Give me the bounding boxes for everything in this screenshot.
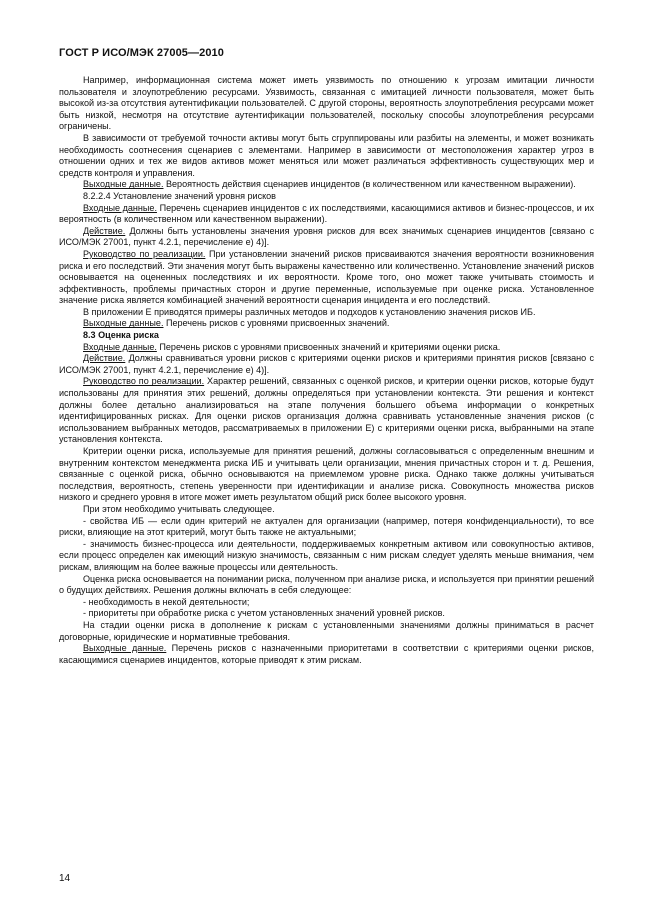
input-label: Входные данные. [83, 341, 157, 352]
paragraph: Руководство по реализации. При установлении значений рисков присваиваются значения вероятности возникновения риска и его последствий. Эти значения могут быть выражены качественно или количественно. Установление значений рисков основывается на оцененных последствиях и их вероятности. Кроме того, оно может также учитывать стоимость и эффективность, проблемы причастных сторон и другие переменные, используемые при оценке риска. Установленное значение риска является комбинацией значений вероятности сценария инцидента и его последствий. [59, 248, 594, 306]
list-item: - приоритеты при обработке риска с учетом установленных значений уровней рисков. [83, 608, 445, 619]
paragraph: Действие. Должны быть установлены значения уровня рисков для всех значимых сценариев инцидентов [связано с ИСО/МЭК 27001, пункт 4.2.1, перечисление е) 4)]. [59, 225, 594, 248]
paragraph: На стадии оценки риска в дополнение к рискам с установленными значениями должны приниматься в расчет договорные, юридические и нормативные требования. [59, 619, 594, 642]
paragraph: Выходные данные. Перечень рисков с уровнями присвоенных значений. [83, 318, 390, 329]
paragraph: Действие. Должны сравниваться уровни рисков с критериями оценки рисков и критериями принятия рисков [связано с ИСО/МЭК 27001, пункт 4.2.1, перечисление е) 4)]. [59, 353, 594, 375]
paragraph: В зависимости от требуемой точности активы могут быть сгруппированы или разбиты на элементы, и может возникать необходимость соотнесения сценариев с элементами. Например в зависимости от местоположения характер угроз в отношении одних и тех же видов активов может меняться или может различаться эффективность существующих мер и средств контроля и управления. [59, 132, 594, 178]
paragraph: Входные данные. Перечень рисков с уровнями присвоенных значений и критериями оценки риска. [83, 341, 501, 352]
paragraph: Например, информационная система может иметь уязвимость по отношению к угрозам имитации личности пользователя и злоупотреблению ресурсами. Уязвимость, связанная с имитацией личности пользователя, может быть высокой из-за отсутствия аутентификации пользователей. С другой стороны, вероятность злоупотребления ресурсами может быть низкой, несмотря на отсутствие аутентификации пользователей, поскольку способы злоупотребления ресурсами ограничены. [59, 75, 594, 132]
guidance-label: Руководство по реализации. [83, 248, 206, 259]
paragraph: Входные данные. Перечень сценариев инцидентов с их последствиями, касающимися активов и бизнес-процессов, и их вероятность (в количественном или качественном выражении). [59, 202, 595, 225]
list-item: - необходимость в некой деятельности; [83, 596, 250, 607]
paragraph: В приложении Е приводятся примеры различных методов и подходов к установлению значения рисков ИБ. [83, 306, 536, 317]
paragraph: Оценка риска основывается на понимании риска, полученном при анализе риска, и используется при принятии решений о будущих действиях. Решения должны включать в себя следующее: [59, 573, 594, 596]
document-header: ГОСТ Р ИСО/МЭК 27005—2010 [59, 47, 224, 59]
paragraph: Выходные данные. Перечень рисков с назначенными приоритетами в соответствии с критериями оценки рисков, касающимися сценариев инцидентов, которые приводят к этим рискам. [59, 643, 594, 665]
action-label: Действие. [83, 353, 126, 364]
paragraph: При этом необходимо учитывать следующее. [83, 503, 275, 514]
output-label: Выходные данные. [83, 318, 164, 329]
section-heading: 8.2.2.4 Установление значений уровня рисков [83, 190, 276, 201]
paragraph: Выходные данные. Вероятность действия сценариев инцидентов (в количественном или качественном выражении). [83, 179, 576, 190]
list-item: - значимость бизнес-процесса или деятельности, поддерживаемых конкретным активом или совокупностью активов, если процесс определен как имеющий низкую значимость, связанным с ним рискам следует уделять меньше внимания, чем рискам, влияющим на более важные процессы или деятельность. [59, 538, 594, 572]
input-label: Входные данные. [83, 202, 157, 213]
paragraph: Руководство по реализации. Характер решений, связанных с оценкой рисков, и критерии оценки рисков, которые будут использованы для принятия этих решений, должны определяться при установлении контекста. Эти решения и контекст должны более детально анализироваться на этапе получения большего объема информации о конкретных идентифицированных рисках. Для оценки рисков организация должна сравнивать установленные значения рисков (с использованием выбранных методов, рассматриваемых в приложении Е) с критериями оценки риска, выбранными на этапе установления контекста. [59, 376, 594, 445]
guidance-label: Руководство по реализации. [83, 376, 205, 387]
list-item: - свойства ИБ — если один критерий не актуален для организации (например, потеря конфиденциальности), то все риски, влияющие на этот критерий, могут быть также не актуальными; [59, 515, 594, 538]
action-label: Действие. [83, 225, 126, 236]
output-label: Выходные данные. [83, 643, 167, 654]
section-heading: 8.3 Оценка риска [83, 330, 159, 341]
page-number: 14 [59, 873, 71, 884]
paragraph: Критерии оценки риска, используемые для принятия решений, должны согласовываться с определенным внешним и внутренним контекстом менеджмента риска ИБ и учитывать цели организации, мнения причастных сторон и т. д. Решения, связанные с оценкой риска, обычно основываются на приемлемом уровне риска. Однако также должны учитываться последствия, вероятность, степень уверенности при идентификации и анализе риска. Совокупность множества рисков низкого и среднего уровня в итоге может иметь результатом общий риск более высокого уровня. [59, 446, 594, 503]
document-body [59, 75, 594, 666]
output-label: Выходные данные. [83, 179, 164, 190]
